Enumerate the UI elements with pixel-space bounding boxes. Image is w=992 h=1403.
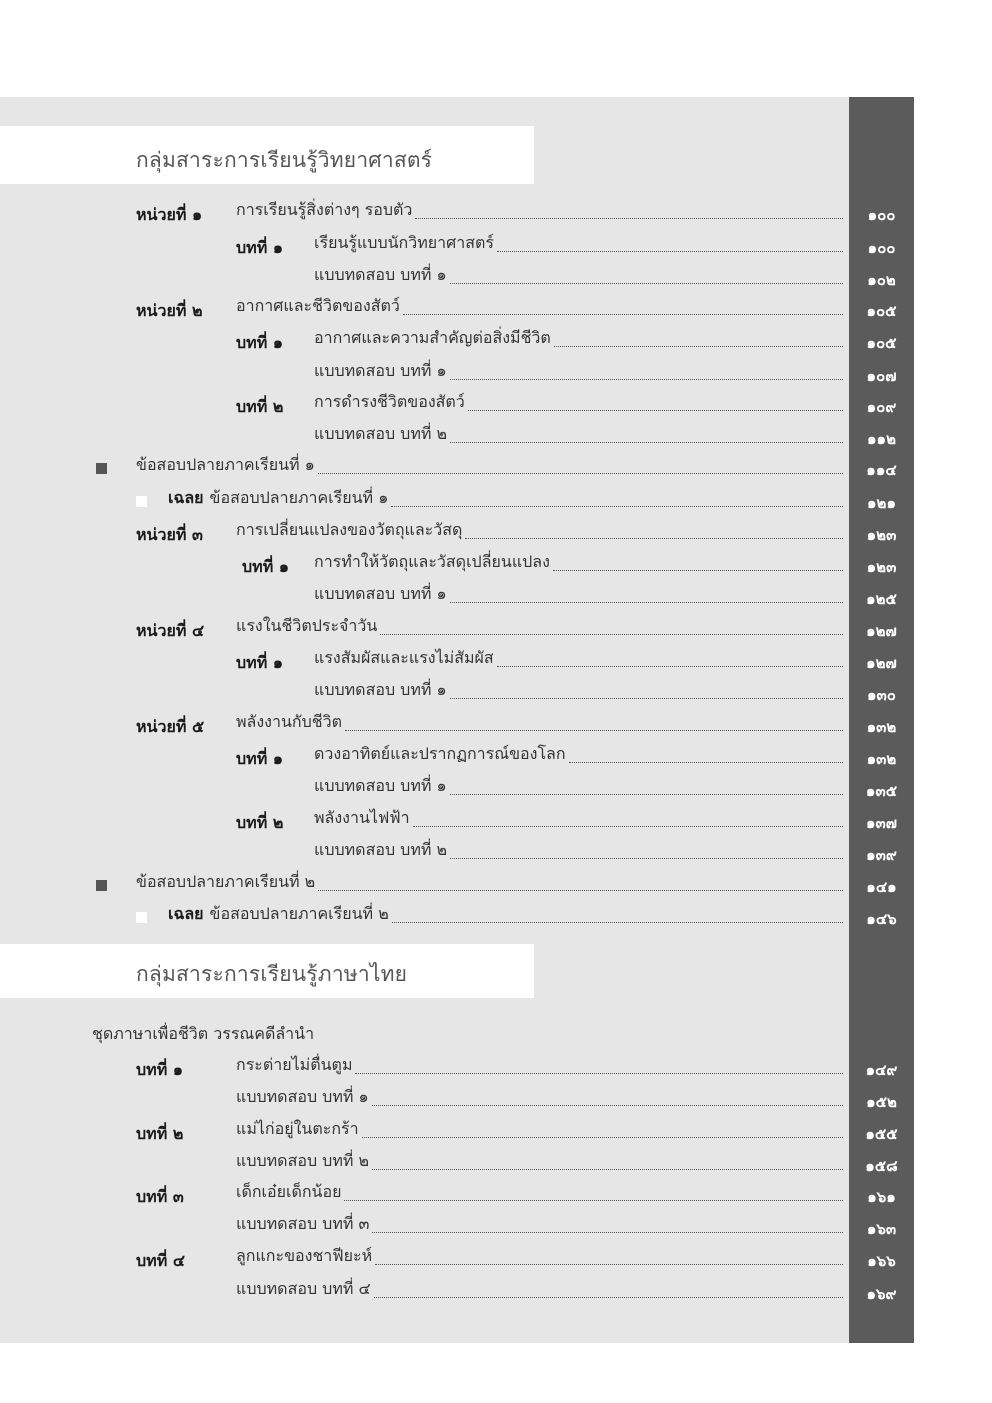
toc-entry-title: แบบทดสอบ บทที่ ๑ — [314, 584, 447, 603]
toc-entry-line — [236, 1280, 845, 1304]
dot-leader — [497, 666, 843, 667]
answer-keyword: เฉลย — [168, 488, 204, 507]
toc-entry-line — [236, 521, 845, 545]
toc-entry-label: หน่วยที่ ๓ — [136, 525, 203, 544]
toc-page-number: ๑๐๙ — [866, 398, 897, 416]
toc-page-number: ๑๐๐ — [867, 239, 896, 257]
toc-entry-line — [314, 329, 845, 353]
toc-entry-label: บทที่ ๑ — [242, 557, 289, 576]
toc-entry-line — [236, 1183, 845, 1207]
toc-page-number: ๑๒๗ — [866, 654, 897, 672]
toc-entry-title: แรงในชีวิตประจำวัน — [236, 616, 378, 635]
toc-page-number: ๑๑๔ — [866, 461, 897, 479]
dot-leader — [468, 410, 843, 411]
toc-entry-line — [236, 297, 845, 321]
toc-entry-label: บทที่ ๑ — [136, 1060, 183, 1079]
toc-page-number: ๑๔๖ — [866, 910, 897, 928]
toc-entry-label: บทที่ ๑ — [236, 653, 283, 672]
toc-entry-title: แรงสัมผัสและแรงไม่สัมผัส — [314, 648, 494, 667]
dot-leader — [553, 570, 843, 571]
dot-leader — [413, 826, 843, 827]
toc-entry-line — [236, 713, 845, 737]
dot-leader — [380, 634, 843, 635]
toc-entry-line — [314, 425, 845, 449]
toc-entry-label: บทที่ ๓ — [136, 1187, 184, 1206]
toc-entry-line — [314, 234, 845, 258]
toc-entry[interactable] — [0, 265, 896, 290]
toc-page-number: ๑๐๕ — [866, 334, 897, 352]
toc-page-number: ๑๓๐ — [867, 686, 896, 704]
toc-entry-label: หน่วยที่ ๕ — [136, 717, 205, 736]
toc-entry-line — [168, 489, 845, 513]
toc-entry-title: ข้อสอบปลายภาคเรียนที่ ๑ — [209, 488, 389, 507]
toc-entry[interactable] — [0, 1279, 897, 1304]
toc-entry-label: บทที่ ๑ — [236, 333, 283, 352]
toc-entry-title: อากาศและชีวิตของสัตว์ — [236, 296, 400, 315]
dot-leader — [372, 1169, 843, 1170]
dot-leader — [554, 346, 843, 347]
dot-leader — [450, 794, 843, 795]
toc-entry-line — [314, 777, 845, 801]
dot-leader — [450, 379, 843, 380]
dot-leader — [318, 473, 843, 474]
toc-page-number: ๑๐๒ — [867, 271, 896, 289]
exam-bullet-icon — [96, 463, 107, 474]
toc-entry-title: แบบทดสอบ บทที่ ๑ — [314, 680, 447, 699]
dot-leader — [450, 698, 843, 699]
toc-page-number: ๑๓๒ — [866, 718, 897, 736]
toc-page-number: ๑๑๒ — [867, 430, 896, 448]
toc-entry-line — [314, 585, 845, 609]
toc-entry[interactable] — [0, 872, 897, 897]
dot-leader — [345, 730, 843, 731]
toc-entry[interactable] — [0, 808, 898, 833]
toc-entry-line — [314, 649, 845, 673]
dot-leader — [374, 1297, 843, 1298]
toc-page-number: ๑๖๓ — [866, 1220, 897, 1238]
toc-entry-label: บทที่ ๔ — [136, 1251, 185, 1270]
toc-entry-title: แบบทดสอบ บทที่ ๓ — [236, 1214, 370, 1233]
toc-entry[interactable] — [0, 744, 897, 769]
toc-entry-line — [314, 745, 845, 769]
toc-entry-label: หน่วยที่ ๑ — [136, 205, 203, 224]
toc-entry[interactable] — [0, 776, 898, 801]
toc-entry[interactable] — [0, 520, 897, 545]
toc-entry-title: แบบทดสอบ บทที่ ๒ — [314, 424, 448, 443]
dot-leader — [392, 922, 843, 923]
toc-entry-title: พลังงานไฟฟ้า — [314, 808, 410, 827]
toc-entry[interactable] — [0, 488, 896, 513]
toc-entry-title: แบบทดสอบ บทที่ ๑ — [314, 361, 447, 380]
dot-leader — [497, 251, 843, 252]
toc-entry-title: แบบทดสอบ บทที่ ๔ — [236, 1279, 371, 1298]
toc-entry-line — [236, 1152, 845, 1176]
dot-leader — [318, 890, 843, 891]
toc-page-number: ๑๖๙ — [866, 1285, 897, 1303]
toc-entry[interactable] — [0, 361, 897, 386]
toc-entry[interactable] — [0, 296, 897, 321]
toc-entry-line — [314, 266, 845, 290]
toc-entry-title: แบบทดสอบ บทที่ ๒ — [236, 1151, 370, 1170]
toc-page-number: ๑๒๕ — [866, 590, 897, 608]
toc-entry[interactable] — [0, 1151, 898, 1176]
toc-entry-label: บทที่ ๒ — [136, 1124, 184, 1143]
dot-leader — [355, 1073, 843, 1074]
dot-leader — [465, 538, 843, 539]
toc-page-number: ๑๔๑ — [866, 878, 897, 896]
toc-entry[interactable] — [0, 840, 897, 865]
dot-leader — [403, 314, 843, 315]
toc-entry[interactable] — [0, 552, 897, 577]
toc-page-number: ๑๖๖ — [867, 1252, 896, 1270]
toc-entry-title: การทำให้วัตถุและวัสดุเปลี่ยนแปลง — [314, 552, 550, 571]
toc-entry-title: ดวงอาทิตย์และปรากฏการณ์ของโลก — [314, 744, 566, 763]
toc-entry-title: ลูกแกะของชาฟียะห์ — [236, 1246, 373, 1265]
toc-page-number: ๑๐๕ — [866, 302, 897, 320]
toc-entry-line — [236, 617, 845, 641]
dot-leader — [450, 283, 843, 284]
toc-entry-title: แบบทดสอบ บทที่ ๑ — [314, 776, 447, 795]
toc-entry-line — [136, 873, 845, 897]
toc-entry-label: หน่วยที่ ๔ — [136, 621, 205, 640]
toc-entry-title: การเปลี่ยนแปลงของวัตถุและวัสดุ — [236, 520, 463, 539]
answer-keyword: เฉลย — [168, 904, 204, 923]
dot-leader — [372, 1105, 843, 1106]
toc-entry[interactable] — [0, 1119, 898, 1144]
toc-page-number: ๑๓๙ — [866, 846, 897, 864]
toc-entry[interactable] — [0, 233, 896, 258]
toc-entry-line — [136, 456, 845, 480]
exam-bullet-icon — [96, 880, 107, 891]
toc-entry[interactable] — [0, 1246, 896, 1271]
toc-page-number: ๑๓๒ — [866, 750, 897, 768]
toc-entry-line — [314, 393, 845, 417]
toc-entry-title: เรียนรู้แบบนักวิทยาศาสตร์ — [314, 233, 494, 252]
toc-entry-label: บทที่ ๒ — [236, 813, 284, 832]
toc-entry-line — [236, 1088, 845, 1112]
dot-leader — [391, 506, 843, 507]
dot-leader — [569, 762, 843, 763]
answer-bullet-icon — [136, 912, 147, 923]
toc-page-number: ๑๒๓ — [866, 526, 897, 544]
toc-entry-line — [314, 841, 845, 865]
toc-entry[interactable] — [0, 1087, 897, 1112]
toc-page-number: ๑๓๕ — [865, 782, 898, 800]
toc-entry[interactable] — [0, 328, 897, 353]
toc-entry-line — [236, 201, 845, 225]
thai-subheading: ชุดภาษาเพื่อชีวิต วรรณคดีลำนำ — [92, 1024, 315, 1043]
toc-entry-line — [236, 1056, 845, 1080]
toc-entry[interactable] — [0, 424, 896, 449]
toc-page-number: ๑๐๐ — [867, 206, 896, 224]
toc-page-number: ๑๕๘ — [865, 1157, 898, 1175]
toc-entry[interactable] — [0, 1055, 898, 1080]
toc-entry-line — [314, 362, 845, 386]
toc-entry-line — [314, 681, 845, 705]
toc-page-number: ๑๒๗ — [866, 622, 897, 640]
toc-page-number: ๑๓๗ — [865, 814, 898, 832]
toc-entry-label: บทที่ ๒ — [236, 397, 284, 416]
toc-entry-line — [314, 809, 845, 833]
toc-entry-label: บทที่ ๑ — [236, 238, 283, 257]
toc-entry-line — [236, 1215, 845, 1239]
dot-leader — [375, 1264, 843, 1265]
toc-page-number: ๑๖๑ — [867, 1188, 896, 1206]
toc-entry-title: แม่ไก่อยู่ในตะกร้า — [236, 1119, 359, 1138]
toc-entry-line — [236, 1247, 845, 1271]
answer-bullet-icon — [136, 496, 147, 507]
toc-entry-line — [168, 905, 845, 929]
dot-leader — [450, 442, 843, 443]
toc-entry-title: ข้อสอบปลายภาคเรียนที่ ๒ — [136, 872, 316, 891]
toc-page-number: ๑๔๙ — [865, 1061, 898, 1079]
toc-entry-line — [236, 1120, 845, 1144]
toc-entry-title: อากาศและความสำคัญต่อสิ่งมีชีวิต — [314, 328, 551, 347]
toc-entry-title: เด็กเอ๋ยเด็กน้อย — [236, 1182, 342, 1201]
dot-leader — [450, 602, 843, 603]
toc-entry[interactable] — [0, 455, 897, 480]
toc-entry-title: แบบทดสอบ บทที่ ๑ — [236, 1087, 369, 1106]
toc-entry-title: การดำรงชีวิตของสัตว์ — [314, 392, 465, 411]
toc-entry-title: ข้อสอบปลายภาคเรียนที่ ๒ — [209, 904, 389, 923]
toc-page-number: ๑๕๕ — [865, 1125, 898, 1143]
dot-leader — [344, 1200, 843, 1201]
toc-page-number: ๑๕๒ — [866, 1093, 897, 1111]
toc-entry-title: แบบทดสอบ บทที่ ๒ — [314, 840, 448, 859]
toc-page-number: ๑๒๓ — [866, 558, 897, 576]
section-title-science: กลุ่มสาระการเรียนรู้วิทยาศาสตร์ — [136, 148, 433, 172]
section-title-thai: กลุ่มสาระการเรียนรู้ภาษาไทย — [136, 962, 408, 986]
toc-entry[interactable] — [0, 904, 897, 929]
toc-entry[interactable] — [0, 712, 897, 737]
toc-entry-title: แบบทดสอบ บทที่ ๑ — [314, 265, 447, 284]
toc-entry[interactable] — [0, 1182, 896, 1207]
toc-entry-title: พลังงานกับชีวิต — [236, 712, 342, 731]
dot-leader — [372, 1232, 843, 1233]
toc-entry[interactable] — [0, 392, 897, 417]
toc-entry-title: การเรียนรู้สิ่งต่างๆ รอบตัว — [236, 200, 413, 219]
toc-entry[interactable] — [0, 200, 896, 225]
toc-page-number: ๑๒๑ — [867, 494, 896, 512]
toc-entry-label: บทที่ ๑ — [236, 749, 283, 768]
dot-leader — [362, 1137, 843, 1138]
toc-entry[interactable] — [0, 616, 897, 641]
toc-entry-title: กระต่ายไม่ตื่นตูม — [236, 1055, 353, 1074]
toc-entry[interactable] — [0, 648, 897, 673]
toc-entry-title: ข้อสอบปลายภาคเรียนที่ ๑ — [136, 455, 315, 474]
toc-entry[interactable] — [0, 680, 896, 705]
dot-leader — [415, 218, 843, 219]
dot-leader — [450, 858, 843, 859]
toc-entry[interactable] — [0, 584, 897, 609]
toc-entry-line — [314, 553, 845, 577]
toc-page-number: ๑๐๗ — [866, 367, 897, 385]
toc-entry-label: หน่วยที่ ๒ — [136, 301, 203, 320]
toc-entry[interactable] — [0, 1214, 897, 1239]
